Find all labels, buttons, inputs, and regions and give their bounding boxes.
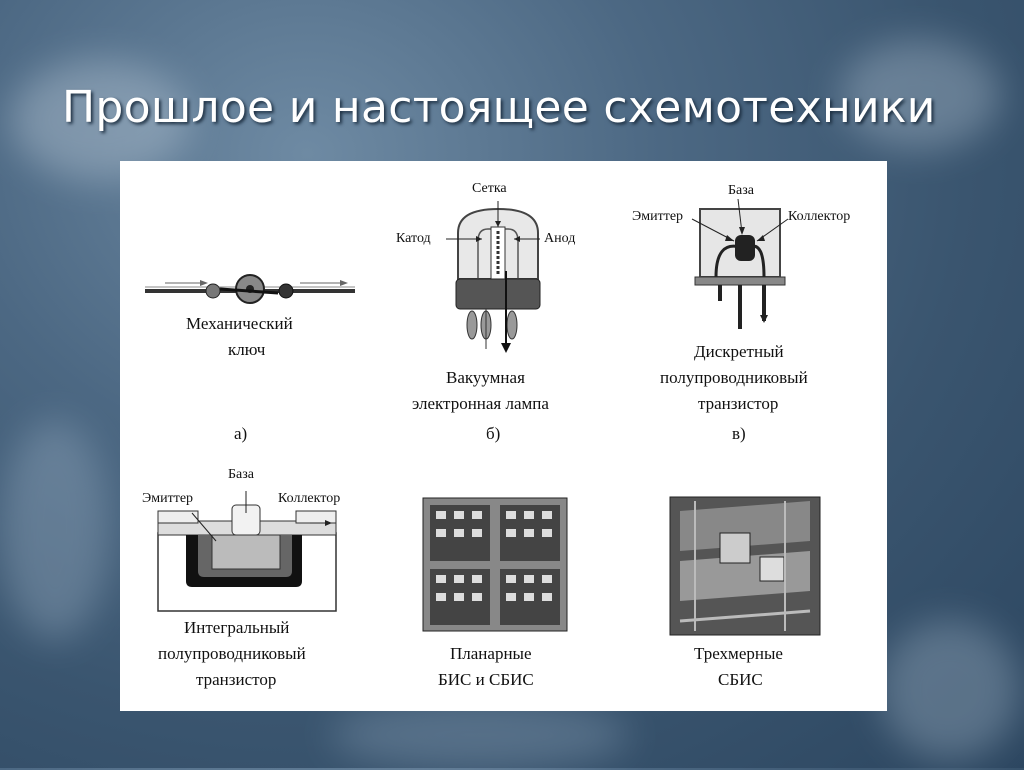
discrete-label-2: полупроводниковый: [660, 368, 808, 387]
mechanical-label-1: Механический: [186, 314, 293, 333]
vacuum-label-1: Вакуумная: [446, 368, 525, 387]
planar-label-2: БИС и СБИС: [438, 670, 534, 689]
threed-label-2: СБИС: [718, 670, 763, 689]
integral-emitter-label: Эмиттер: [142, 491, 194, 506]
vacuum-grid-label: Сетка: [472, 181, 507, 196]
discrete-emitter-label: Эмиттер: [632, 209, 684, 224]
integral-collector-label: Коллектор: [278, 491, 341, 506]
integral-transistor-drawing: [158, 491, 336, 611]
discrete-label-3: транзистор: [698, 394, 779, 413]
mechanical-key-drawing: [145, 275, 355, 303]
background-blur: [880, 620, 1020, 760]
mechanical-label-2: ключ: [228, 340, 266, 359]
discrete-base-label: База: [728, 183, 754, 198]
integral-label-1: Интегральный: [184, 618, 290, 637]
slide-title: Прошлое и настоящее схемотехники: [62, 82, 936, 133]
vacuum-tube-drawing: [446, 201, 540, 353]
figure-panel: [120, 161, 887, 711]
discrete-label-1: Дискретный: [694, 342, 784, 361]
integral-base-label: База: [228, 467, 254, 482]
vacuum-cathode-label: Катод: [396, 231, 431, 246]
vacuum-letter: б): [486, 424, 501, 443]
threed-chip-drawing: [670, 497, 820, 635]
threed-label-1: Трехмерные: [694, 644, 783, 663]
mechanical-letter: а): [234, 424, 248, 443]
discrete-transistor-drawing: [692, 199, 788, 329]
background-blur: [0, 420, 110, 640]
vacuum-anode-label: Анод: [544, 231, 576, 246]
planar-chip-drawing: [423, 498, 567, 631]
integral-label-3: транзистор: [196, 670, 277, 689]
integral-label-2: полупроводниковый: [158, 644, 306, 663]
discrete-collector-label: Коллектор: [788, 209, 851, 224]
planar-label-1: Планарные: [450, 644, 532, 663]
vacuum-label-2: электронная лампа: [412, 394, 549, 413]
discrete-letter: в): [732, 424, 746, 443]
